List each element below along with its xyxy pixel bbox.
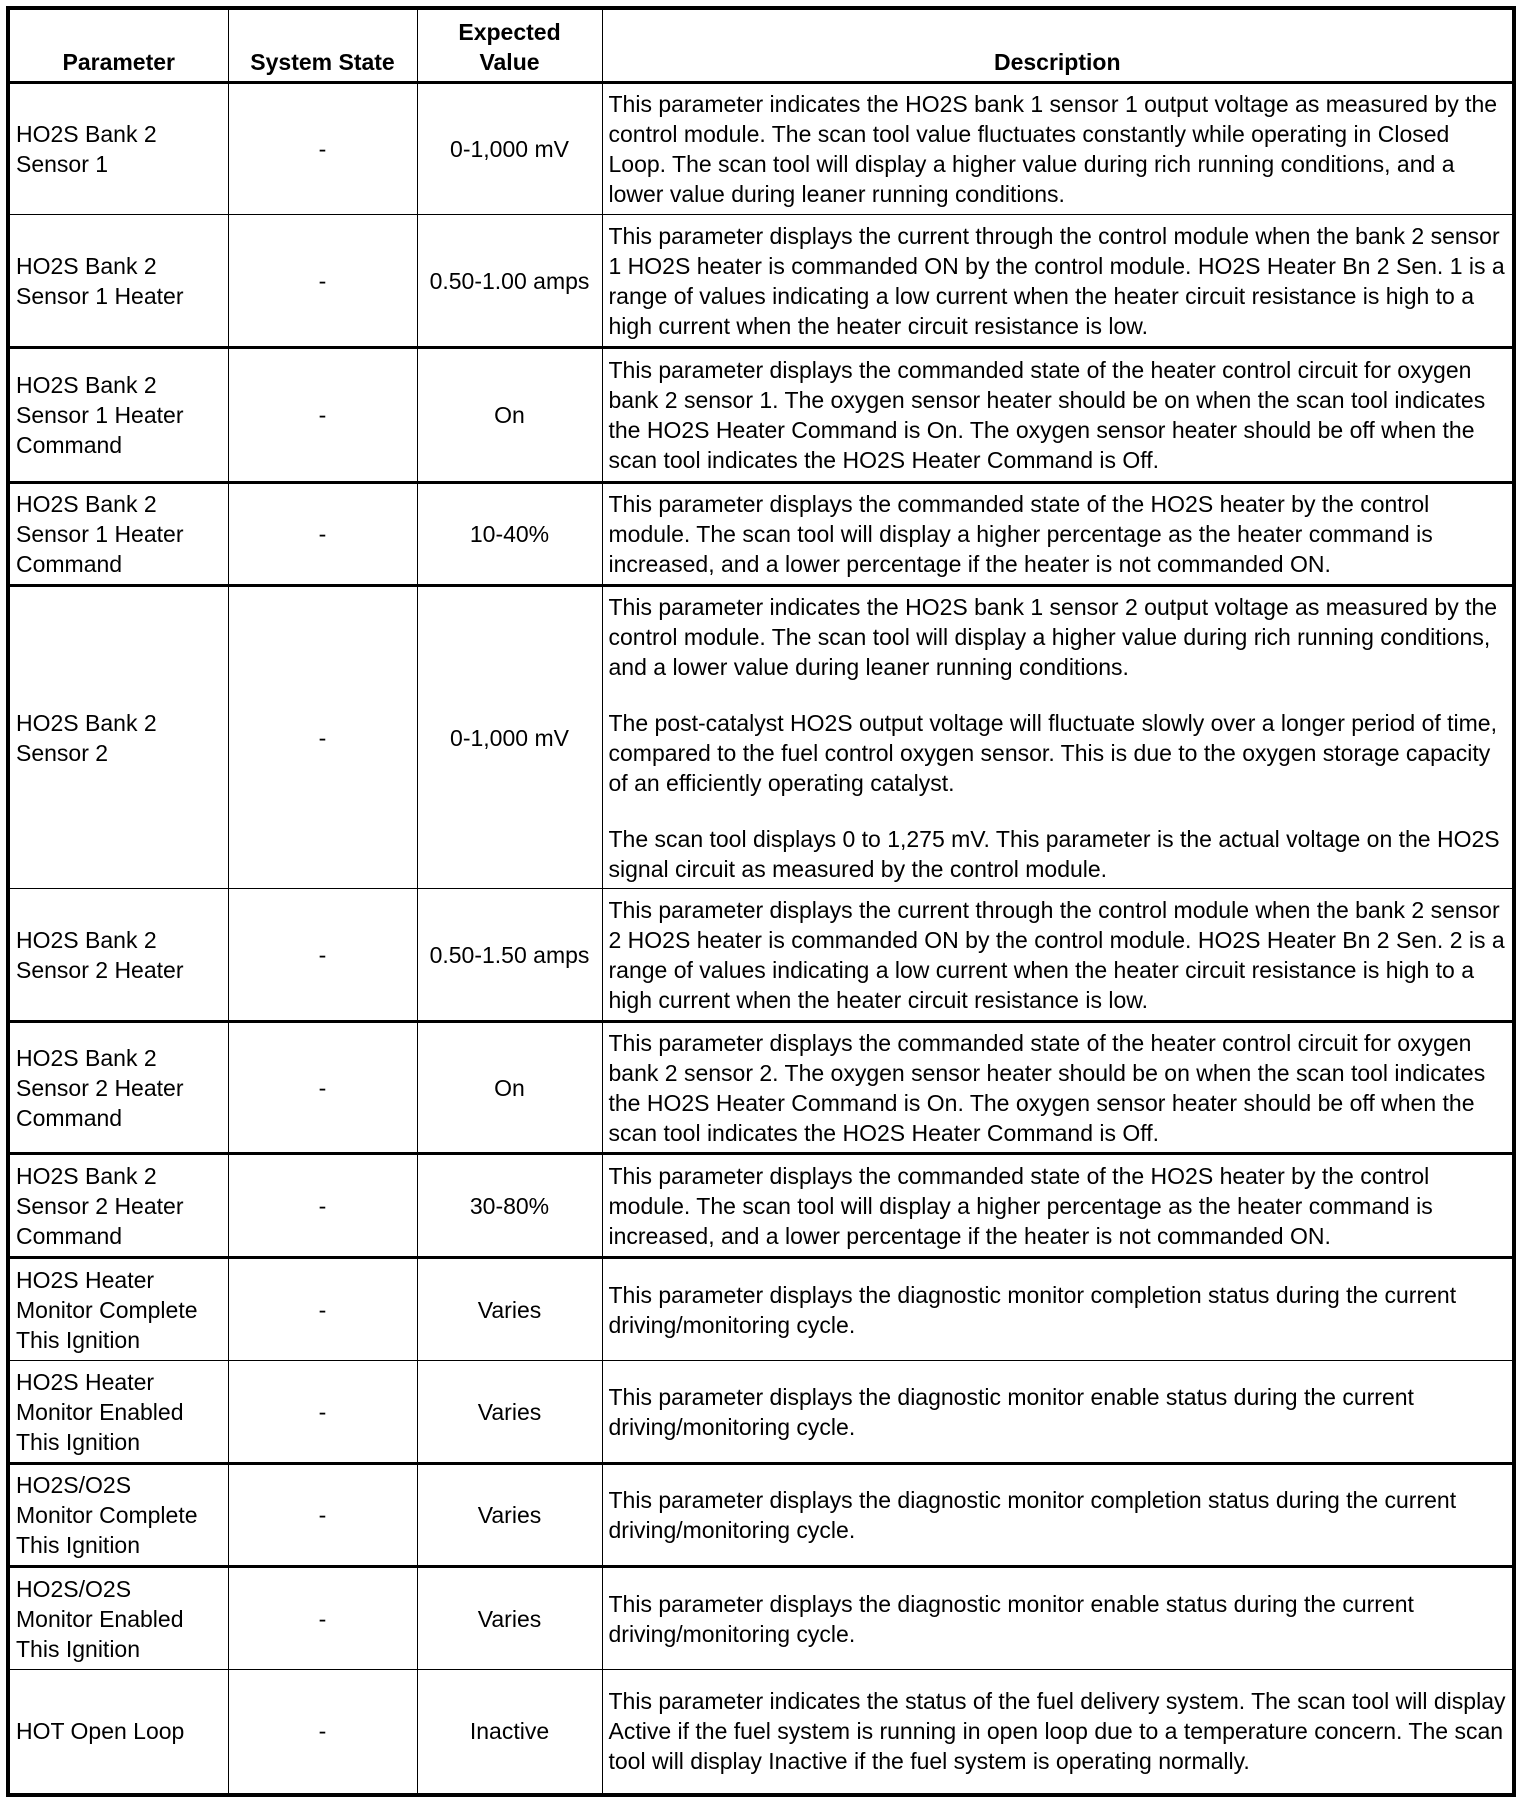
table-body: [8, 83, 1514, 1795]
parameter-line: HO2S Bank 2: [16, 926, 157, 953]
parameter-line: Monitor Complete: [16, 1502, 198, 1528]
parameter-cell: [8, 83, 228, 215]
table-row: [8, 215, 1514, 348]
table-row: [8, 1361, 1514, 1464]
description-cell: [602, 1670, 1514, 1795]
description-cell: [602, 1022, 1514, 1154]
expected-value-cell: Varies: [417, 1464, 602, 1567]
system-state-cell: -: [228, 889, 417, 1022]
parameter-cell: [8, 215, 228, 348]
parameter-line: This Ignition: [16, 1532, 141, 1558]
parameter-line: This Ignition: [16, 1326, 141, 1353]
parameter-table: [6, 6, 1516, 1797]
parameter-line: Sensor 1 Heater: [16, 402, 184, 428]
description-paragraph: This parameter displays the diagnostic monitor enable status during the current driving/monitoring cycle.: [608, 1590, 1414, 1647]
system-state-cell: -: [228, 348, 417, 483]
system-state-cell: -: [228, 586, 417, 889]
expected-value-cell: 10-40%: [417, 483, 602, 586]
parameter-line: Monitor Enabled: [16, 1605, 184, 1632]
expected-value-cell: On: [417, 1022, 602, 1154]
table-header: [8, 8, 1514, 83]
table-row: [8, 889, 1514, 1022]
description-cell: [602, 83, 1514, 215]
parameter-line: Command: [16, 551, 123, 577]
description-cell: [602, 215, 1514, 348]
table-row: [8, 1567, 1514, 1670]
system-state-cell: -: [228, 1022, 417, 1154]
table-row: [8, 83, 1514, 215]
description-cell: [602, 348, 1514, 483]
parameter-line: HO2S Bank 2: [16, 1162, 157, 1189]
description-cell: [602, 483, 1514, 586]
description-paragraph: This parameter displays the commanded state of the HO2S heater by the control module. The scan tool will display a higher percentage as the heater command is increased, and a lower percentage if the heater is not commanded ON.: [608, 491, 1433, 577]
description-cell: [602, 889, 1514, 1022]
header-system-state: System State: [228, 8, 417, 83]
description-paragraph: This parameter displays the diagnostic monitor completion status during the current driving/monitoring cycle.: [608, 1281, 1457, 1338]
description-paragraph: The scan tool displays 0 to 1,275 mV. This parameter is the actual voltage on the HO2S signal circuit as measured by the control module.: [608, 825, 1500, 882]
description-paragraph: This parameter displays the diagnostic monitor enable status during the current driving/monitoring cycle.: [608, 1383, 1414, 1440]
description-cell: [602, 1154, 1514, 1258]
parameter-cell: [8, 1154, 228, 1258]
header-description: Description: [602, 8, 1514, 83]
table-row: [8, 348, 1514, 483]
parameter-line: HO2S Bank 2: [16, 252, 157, 279]
system-state-cell: -: [228, 1670, 417, 1795]
parameter-line: This Ignition: [16, 1635, 141, 1662]
expected-value-cell: 0-1,000 mV: [417, 586, 602, 889]
parameter-line: Sensor 2 Heater: [16, 1192, 184, 1219]
table-row: [8, 483, 1514, 586]
parameter-line: Sensor 1: [16, 151, 109, 177]
expected-value-cell: Varies: [417, 1258, 602, 1361]
table-row: [8, 1022, 1514, 1154]
description-paragraph: This parameter displays the diagnostic monitor completion status during the current driving/monitoring cycle.: [608, 1487, 1457, 1543]
parameter-line: HOT Open Loop: [16, 1718, 185, 1745]
description-paragraph: This parameter displays the commanded state of the HO2S heater by the control module. The scan tool will display a higher percentage as the heater command is increased, and a lower percentage if the heater is not commanded ON.: [608, 1162, 1433, 1249]
parameter-line: HO2S Heater: [16, 1368, 155, 1395]
header-expected-value: [417, 8, 602, 83]
parameter-cell: [8, 586, 228, 889]
table-row: [8, 1258, 1514, 1361]
parameter-line: Sensor 2: [16, 739, 109, 766]
header-expected-value-line2: Value: [479, 49, 540, 75]
system-state-cell: -: [228, 1361, 417, 1464]
expected-value-cell: Varies: [417, 1567, 602, 1670]
system-state-cell: -: [228, 1154, 417, 1258]
table-row: [8, 1154, 1514, 1258]
expected-value-cell: On: [417, 348, 602, 483]
parameter-line: HO2S Bank 2: [16, 709, 157, 736]
parameter-line: HO2S Bank 2: [16, 1044, 157, 1071]
description-paragraph: This parameter indicates the status of the fuel delivery system. The scan tool will display Active if the fuel system is running in open loop due to a temperature concern. The scan tool will display Inactive if the fuel system is operating normally.: [608, 1688, 1506, 1775]
parameter-line: HO2S Bank 2: [16, 491, 157, 517]
expected-value-cell: 0.50-1.50 amps: [417, 889, 602, 1022]
parameter-cell: [8, 1567, 228, 1670]
system-state-cell: -: [228, 83, 417, 215]
parameter-line: Monitor Enabled: [16, 1398, 184, 1425]
table-row: [8, 1464, 1514, 1567]
parameter-line: Command: [16, 432, 123, 458]
description-paragraph: This parameter indicates the HO2S bank 1 sensor 2 output voltage as measured by the control module. The scan tool will display a higher value during rich running conditions, and a lower value during leaner running conditions.: [608, 593, 1498, 680]
parameter-line: Command: [16, 1104, 123, 1131]
parameter-line: Sensor 1 Heater: [16, 521, 184, 547]
parameter-line: HO2S Bank 2: [16, 121, 157, 147]
parameter-line: This Ignition: [16, 1428, 141, 1455]
description-cell: [602, 1361, 1514, 1464]
parameter-line: Sensor 2 Heater: [16, 956, 184, 983]
description-paragraph: This parameter displays the commanded state of the heater control circuit for oxygen bank 2 sensor 2. The oxygen sensor heater should be on when the scan tool indicates the HO2S Heater Command is On. The oxygen sensor heater should be off when the scan tool indicates the HO2S Heater Command is Off.: [608, 1029, 1486, 1146]
header-expected-value-line1: Expected: [458, 19, 561, 45]
parameter-cell: [8, 1022, 228, 1154]
table-row: [8, 1670, 1514, 1795]
system-state-cell: -: [228, 1464, 417, 1567]
header-parameter: Parameter: [8, 8, 228, 83]
system-state-cell: -: [228, 1258, 417, 1361]
description-paragraph: This parameter indicates the HO2S bank 1 sensor 1 output voltage as measured by the control module. The scan tool value fluctuates constantly while operating in Closed Loop. The scan tool will display a higher value during rich running conditions, and a lower value during leaner running conditions.: [608, 91, 1498, 207]
description-cell: [602, 1567, 1514, 1670]
expected-value-cell: Varies: [417, 1361, 602, 1464]
parameter-line: Monitor Complete: [16, 1296, 198, 1323]
expected-value-cell: 0-1,000 mV: [417, 83, 602, 215]
description-paragraph: This parameter displays the current through the control module when the bank 2 sensor 2 HO2S heater is commanded ON by the control module. HO2S Heater Bn 2 Sen. 2 is a range of values indicating a low current when the heater circuit resistance is high to a high current when the heater circuit resistance is low.: [608, 896, 1505, 1013]
expected-value-cell: 0.50-1.00 amps: [417, 215, 602, 348]
parameter-cell: [8, 1670, 228, 1795]
parameter-line: HO2S Heater: [16, 1266, 155, 1293]
description-cell: [602, 586, 1514, 889]
parameter-line: HO2S Bank 2: [16, 372, 157, 398]
parameter-cell: [8, 889, 228, 1022]
expected-value-cell: 30-80%: [417, 1154, 602, 1258]
parameter-cell: [8, 1361, 228, 1464]
system-state-cell: -: [228, 215, 417, 348]
description-paragraph: The post-catalyst HO2S output voltage will fluctuate slowly over a longer period of time, compared to the fuel control oxygen sensor. This is due to the oxygen storage capacity of an efficiently operating catalyst.: [608, 709, 1497, 796]
parameter-line: Sensor 2 Heater: [16, 1074, 184, 1101]
description-cell: [602, 1464, 1514, 1567]
expected-value-cell: Inactive: [417, 1670, 602, 1795]
description-paragraph: This parameter displays the commanded state of the heater control circuit for oxygen bank 2 sensor 1. The oxygen sensor heater should be on when the scan tool indicates the HO2S Heater Command is On. The oxygen sensor heater should be off when the scan tool indicates the HO2S Heater Command is Off.: [608, 357, 1486, 473]
description-paragraph: This parameter displays the current through the control module when the bank 2 sensor 1 HO2S heater is commanded ON by the control module. HO2S Heater Bn 2 Sen. 1 is a range of values indicating a low current when the heater circuit resistance is high to a high current when the heater circuit resistance is low.: [608, 222, 1505, 339]
parameter-cell: [8, 1464, 228, 1567]
parameter-line: HO2S/O2S: [16, 1575, 132, 1602]
system-state-cell: -: [228, 1567, 417, 1670]
parameter-cell: [8, 1258, 228, 1361]
parameter-cell: [8, 483, 228, 586]
description-cell: [602, 1258, 1514, 1361]
parameter-line: Command: [16, 1222, 123, 1249]
parameter-line: Sensor 1 Heater: [16, 282, 184, 309]
table-row: [8, 586, 1514, 889]
system-state-cell: -: [228, 483, 417, 586]
parameter-cell: [8, 348, 228, 483]
parameter-line: HO2S/O2S: [16, 1472, 132, 1498]
